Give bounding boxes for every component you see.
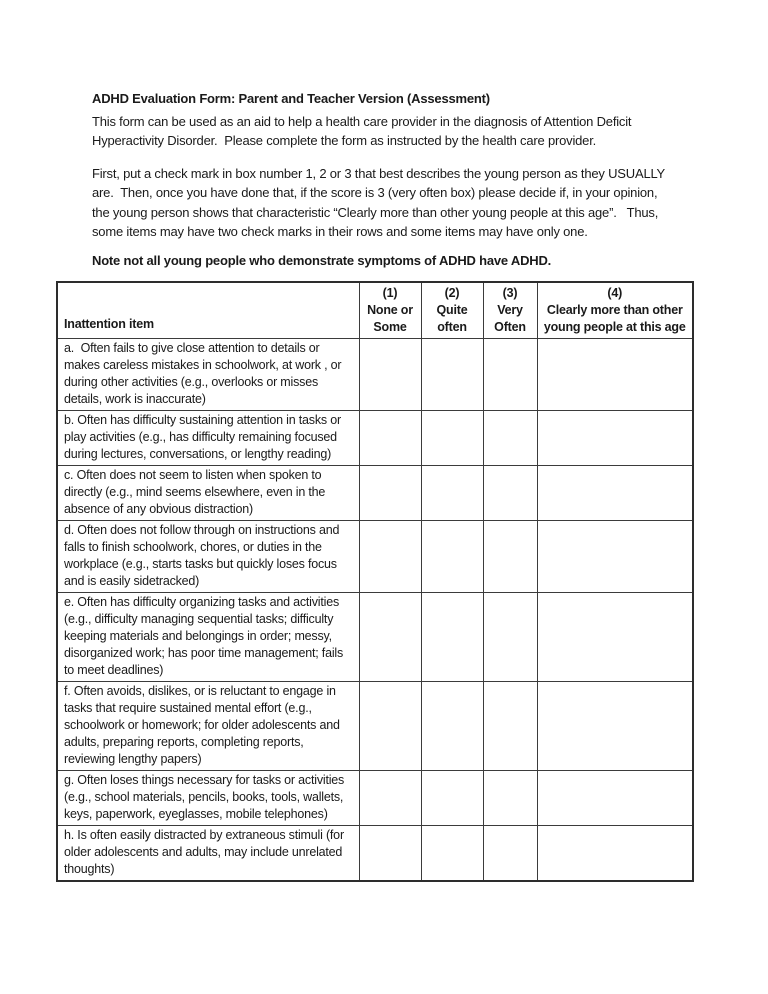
response-cell-1[interactable] [359, 521, 421, 593]
response-cell-4[interactable] [537, 411, 693, 466]
table-row [57, 682, 693, 771]
response-cell-1[interactable] [359, 339, 421, 411]
column-header-inattention-item: Inattention item [57, 282, 359, 339]
column-label: None or Some [367, 303, 413, 334]
response-cell-4[interactable] [537, 593, 693, 682]
response-cell-1[interactable] [359, 593, 421, 682]
column-number: (4) [607, 286, 623, 300]
instructions-paragraph: First, put a check mark in box number 1, 2 or 3 that best describes the young person as they USUALLY are. Then, once you have done that, if the score is 3 (very often box) please decide if, in your opinion, the young person shows that characteristic “Clearly more than other young people at this age”. Thus, some items may have two check marks in their rows and some items may have only one. [92, 165, 669, 239]
response-cell-4[interactable] [537, 339, 693, 411]
response-cell-1[interactable] [359, 771, 421, 826]
response-cell-3[interactable] [483, 682, 537, 771]
column-header-none-or-some [359, 282, 421, 339]
item-text: d. Often does not follow through on instructions and falls to finish schoolwork, chores, or duties in the workplace (e.g., starts tasks but quickly loses focus and is easily sidetracked) [57, 521, 359, 593]
response-cell-2[interactable] [421, 771, 483, 826]
column-header-clearly-more [537, 282, 693, 339]
response-cell-1[interactable] [359, 682, 421, 771]
column-label: Very Often [494, 303, 526, 334]
item-text: c. Often does not seem to listen when spoken to directly (e.g., mind seems elsewhere, even in the absence of any obvious distraction) [57, 466, 359, 521]
response-cell-2[interactable] [421, 339, 483, 411]
page-title: ADHD Evaluation Form: Parent and Teacher Version (Assessment) [92, 91, 490, 106]
table-row [57, 593, 693, 682]
response-cell-4[interactable] [537, 466, 693, 521]
column-header-quite-often [421, 282, 483, 339]
response-cell-4[interactable] [537, 682, 693, 771]
response-cell-3[interactable] [483, 771, 537, 826]
item-text: g. Often loses things necessary for tasks or activities (e.g., school materials, pencils, books, tools, wallets, keys, paperwork, eyeglasses, mobile telephones) [57, 771, 359, 826]
response-cell-2[interactable] [421, 466, 483, 521]
note-paragraph: Note not all young people who demonstrate symptoms of ADHD have ADHD. [92, 252, 552, 268]
response-cell-1[interactable] [359, 826, 421, 882]
intro-text-block [92, 0, 678, 270]
response-cell-4[interactable] [537, 771, 693, 826]
table-row [57, 521, 693, 593]
response-cell-3[interactable] [483, 339, 537, 411]
response-cell-3[interactable] [483, 411, 537, 466]
item-text: b. Often has difficulty sustaining attention in tasks or play activities (e.g., has difficulty remaining focused during lectures, conversations, or lengthy reading) [57, 411, 359, 466]
response-cell-2[interactable] [421, 521, 483, 593]
intro-paragraph: This form can be used as an aid to help a health care provider in the diagnosis of Attention Deficit Hyperactivity Disorder. Please complete the form as instructed by the health care provider. [92, 113, 635, 148]
table-row [57, 339, 693, 411]
column-number: (3) [502, 286, 518, 300]
response-cell-1[interactable] [359, 411, 421, 466]
response-cell-2[interactable] [421, 593, 483, 682]
response-cell-1[interactable] [359, 466, 421, 521]
response-cell-3[interactable] [483, 466, 537, 521]
inattention-table-body [57, 339, 693, 882]
item-text: h. Is often easily distracted by extraneous stimuli (for older adolescents and adults, may include unrelated thoughts) [57, 826, 359, 882]
response-cell-3[interactable] [483, 521, 537, 593]
response-cell-2[interactable] [421, 682, 483, 771]
column-number: (2) [444, 286, 460, 300]
response-cell-2[interactable] [421, 411, 483, 466]
table-row [57, 466, 693, 521]
column-label: Quite often [436, 303, 468, 334]
item-text: a. Often fails to give close attention to details or makes careless mistakes in schoolwork, at work , or during other activities (e.g., overlooks or misses details, work is inaccurate) [57, 339, 359, 411]
table-row [57, 411, 693, 466]
table-header-row [57, 282, 693, 339]
column-label: Clearly more than other young people at this age [543, 303, 686, 334]
column-number: (1) [382, 286, 398, 300]
item-text: e. Often has difficulty organizing tasks and activities (e.g., difficulty managing sequential tasks; difficulty keeping materials and belongings in order; messy, disorganized work; has poor time management; fails to meet deadlines) [57, 593, 359, 682]
inattention-table [56, 281, 694, 882]
table-row [57, 826, 693, 882]
response-cell-3[interactable] [483, 593, 537, 682]
response-cell-4[interactable] [537, 826, 693, 882]
response-cell-3[interactable] [483, 826, 537, 882]
table-row [57, 771, 693, 826]
column-header-very-often [483, 282, 537, 339]
item-text: f. Often avoids, dislikes, or is reluctant to engage in tasks that require sustained mental effort (e.g., schoolwork or homework; for older adolescents and adults, preparing reports, completing reports, reviewing lengthy papers) [57, 682, 359, 771]
response-cell-4[interactable] [537, 521, 693, 593]
response-cell-2[interactable] [421, 826, 483, 882]
